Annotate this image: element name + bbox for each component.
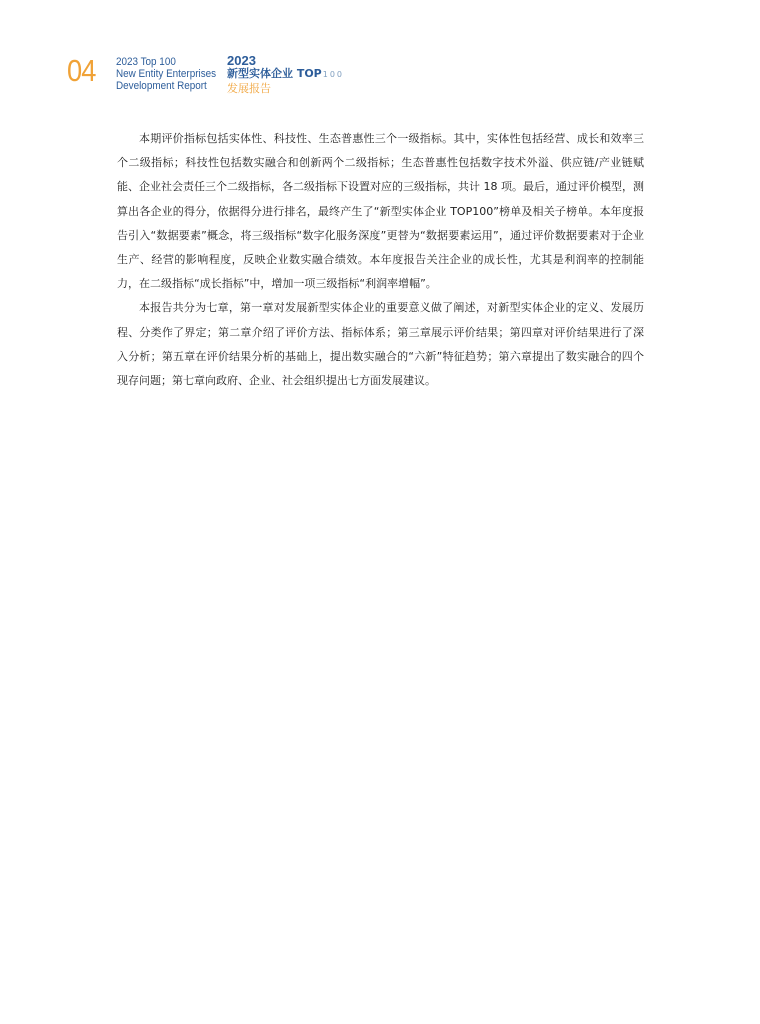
report-title-english-line: 2023 Top 100 [116,56,176,68]
report-year: 2023 [227,53,256,68]
report-title-english [116,56,227,92]
report-title-number: 100 [322,70,345,79]
page-header [0,0,760,100]
report-title-line [227,67,344,82]
body-paragraph: 本报告共分为七章，第一章对发展新型实体企业的重要意义做了阐述，对新型实体企业的定义、发展历程、分类作了界定；第二章介绍了评价方法、指标体系；第三章展示评价结果；第四章对评价结果进行了深入分析；第五章在评价结果分析的基础上，提出数实融合的“六新”特征趋势；第六章提出了数实融合的四个现存问题；第七章向政府、企业、社会组织提出七方面发展建议。 [117,301,644,388]
body-text [117,127,644,393]
report-subtitle: 发展报告 [227,82,271,95]
report-title-english-line: Development Report [116,80,207,92]
report-title-chinese [227,54,344,96]
report-title-main: 新型实体企业 TOP [227,67,322,80]
page-number: 04 [67,53,96,88]
body-paragraph: 本期评价指标包括实体性、科技性、生态普惠性三个一级指标。其中，实体性包括经营、成长和效率三个二级指标；科技性包括数实融合和创新两个二级指标；生态普惠性包括数字技术外溢、供应链/产业链赋能、企业社会责任三个二级指标，各二级指标下设置对应的三级指标，共计 18 项。最后，通过评价模型，测算出各企业的得分，依据得分进行排名，最终产生了“新型实体企业 TOP100”榜单及相关子榜单。本年度报告引入“数据要素”概念，将三级指标“数字化服务深度”更替为“数据要素运用”，通过评价数据要素对于企业生产、经营的影响程度，反映企业数实融合绩效。本年度报告关注企业的成长性，尤其是利润率的控制能力，在二级指标“成长指标”中，增加一项三级指标“利润率增幅”。 [117,132,644,291]
report-title-english-line: New Entity Enterprises [116,68,217,80]
